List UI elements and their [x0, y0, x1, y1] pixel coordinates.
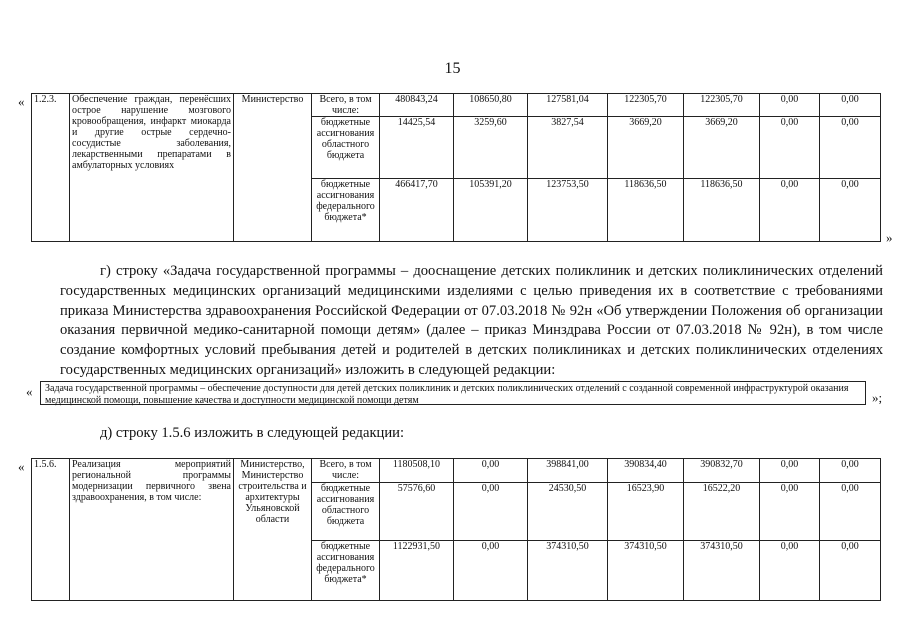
value-cell: 3827,54 [528, 117, 608, 179]
value-cell: 0,00 [760, 94, 820, 117]
value-cell: 0,00 [760, 483, 820, 541]
value-cell: 123753,50 [528, 179, 608, 242]
source-cell: бюджетные ассигнования областного бюджета [312, 483, 380, 541]
value-cell: 374310,50 [608, 541, 684, 601]
value-cell: 0,00 [820, 541, 881, 601]
row-code: 1.5.6. [32, 459, 70, 601]
value-cell: 1180508,10 [380, 459, 454, 483]
value-cell: 127581,04 [528, 94, 608, 117]
value-cell: 105391,20 [454, 179, 528, 242]
source-cell: Всего, в том числе: [312, 94, 380, 117]
value-cell: 390832,70 [684, 459, 760, 483]
paragraph-g: г) строку «Задача государственной программы – дооснащение детских поликлиник и детских поликлинических отделений государственных медицинских организаций медицинскими изделиями с целью приведения их в соответствие с требованиями приказа Министерства здравоохранения Российской Федерации от 07.03.2018 № 92н «Об утверждении Положения об организации оказания первичной медико-санитарной помощи детям» (далее – приказ Минздрава России от 07.03.2018 № 92н), в том числе создание комфортных условий пребывания детей и родителей в детских поликлиниках и детских поликлинических отделениях государственных медицинских организаций» изложить в следующей редакции: [60, 263, 883, 378]
value-cell: 0,00 [760, 179, 820, 242]
value-cell: 118636,50 [608, 179, 684, 242]
value-cell: 122305,70 [684, 94, 760, 117]
value-cell: 16522,20 [684, 483, 760, 541]
value-cell: 0,00 [820, 483, 881, 541]
value-cell: 0,00 [760, 541, 820, 601]
row-name: Обеспечение граждан, перенёсших острое нарушение мозгового кровообращения, инфаркт миокарда и другие острые сердечно-сосудистые заболевания, лекарственными препаратами в амбулаторных условиях [70, 94, 234, 242]
open-quote: « [26, 384, 33, 399]
value-cell: 57576,60 [380, 483, 454, 541]
task-box: Задача государственной программы – обеспечение доступности для детей детских поликлиник и детских поликлинических отделений с созданной современной инфраструктурой оказания медицинской помощи, повышение качества и доступности медицинской помощи детям [40, 381, 866, 405]
value-cell: 24530,50 [528, 483, 608, 541]
value-cell: 3259,60 [454, 117, 528, 179]
value-cell: 118636,50 [684, 179, 760, 242]
row-code: 1.2.3. [32, 94, 70, 242]
value-cell: 0,00 [820, 117, 881, 179]
value-cell: 398841,00 [528, 459, 608, 483]
open-quote: « [18, 94, 25, 109]
table-row-1-5-6 [31, 458, 881, 601]
row-name: Реализация мероприятий региональной программы модернизации первичного звена здравоохранения, в том числе: [70, 459, 234, 601]
value-cell: 122305,70 [608, 94, 684, 117]
value-cell: 390834,40 [608, 459, 684, 483]
value-cell: 16523,90 [608, 483, 684, 541]
value-cell: 3669,20 [684, 117, 760, 179]
value-cell: 374310,50 [528, 541, 608, 601]
value-cell: 374310,50 [684, 541, 760, 601]
table-row-1-2-3 [31, 93, 881, 242]
source-cell: бюджетные ассигнования федерального бюджета* [312, 541, 380, 601]
value-cell: 0,00 [820, 459, 881, 483]
value-cell: 0,00 [820, 94, 881, 117]
source-cell: Всего, в том числе: [312, 459, 380, 483]
value-cell: 0,00 [454, 459, 528, 483]
value-cell: 1122931,50 [380, 541, 454, 601]
value-cell: 0,00 [454, 541, 528, 601]
open-quote: « [18, 459, 25, 474]
row-executor: Министерство, Министерство строительства и архитектуры Ульяновской области [234, 459, 312, 601]
value-cell: 0,00 [760, 459, 820, 483]
source-cell: бюджетные ассигнования федерального бюджета* [312, 179, 380, 242]
value-cell: 0,00 [820, 179, 881, 242]
value-cell: 3669,20 [608, 117, 684, 179]
row-executor: Министерство [234, 94, 312, 242]
source-cell: бюджетные ассигнования областного бюджета [312, 117, 380, 179]
value-cell: 0,00 [454, 483, 528, 541]
value-cell: 0,00 [760, 117, 820, 179]
value-cell: 108650,80 [454, 94, 528, 117]
close-quote: » [886, 230, 893, 245]
close-quote: »; [872, 390, 883, 405]
value-cell: 14425,54 [380, 117, 454, 179]
page-number: 15 [444, 60, 461, 77]
value-cell: 466417,70 [380, 179, 454, 242]
paragraph-d: д) строку 1.5.6 изложить в следующей редакции: [100, 425, 405, 441]
value-cell: 480843,24 [380, 94, 454, 117]
